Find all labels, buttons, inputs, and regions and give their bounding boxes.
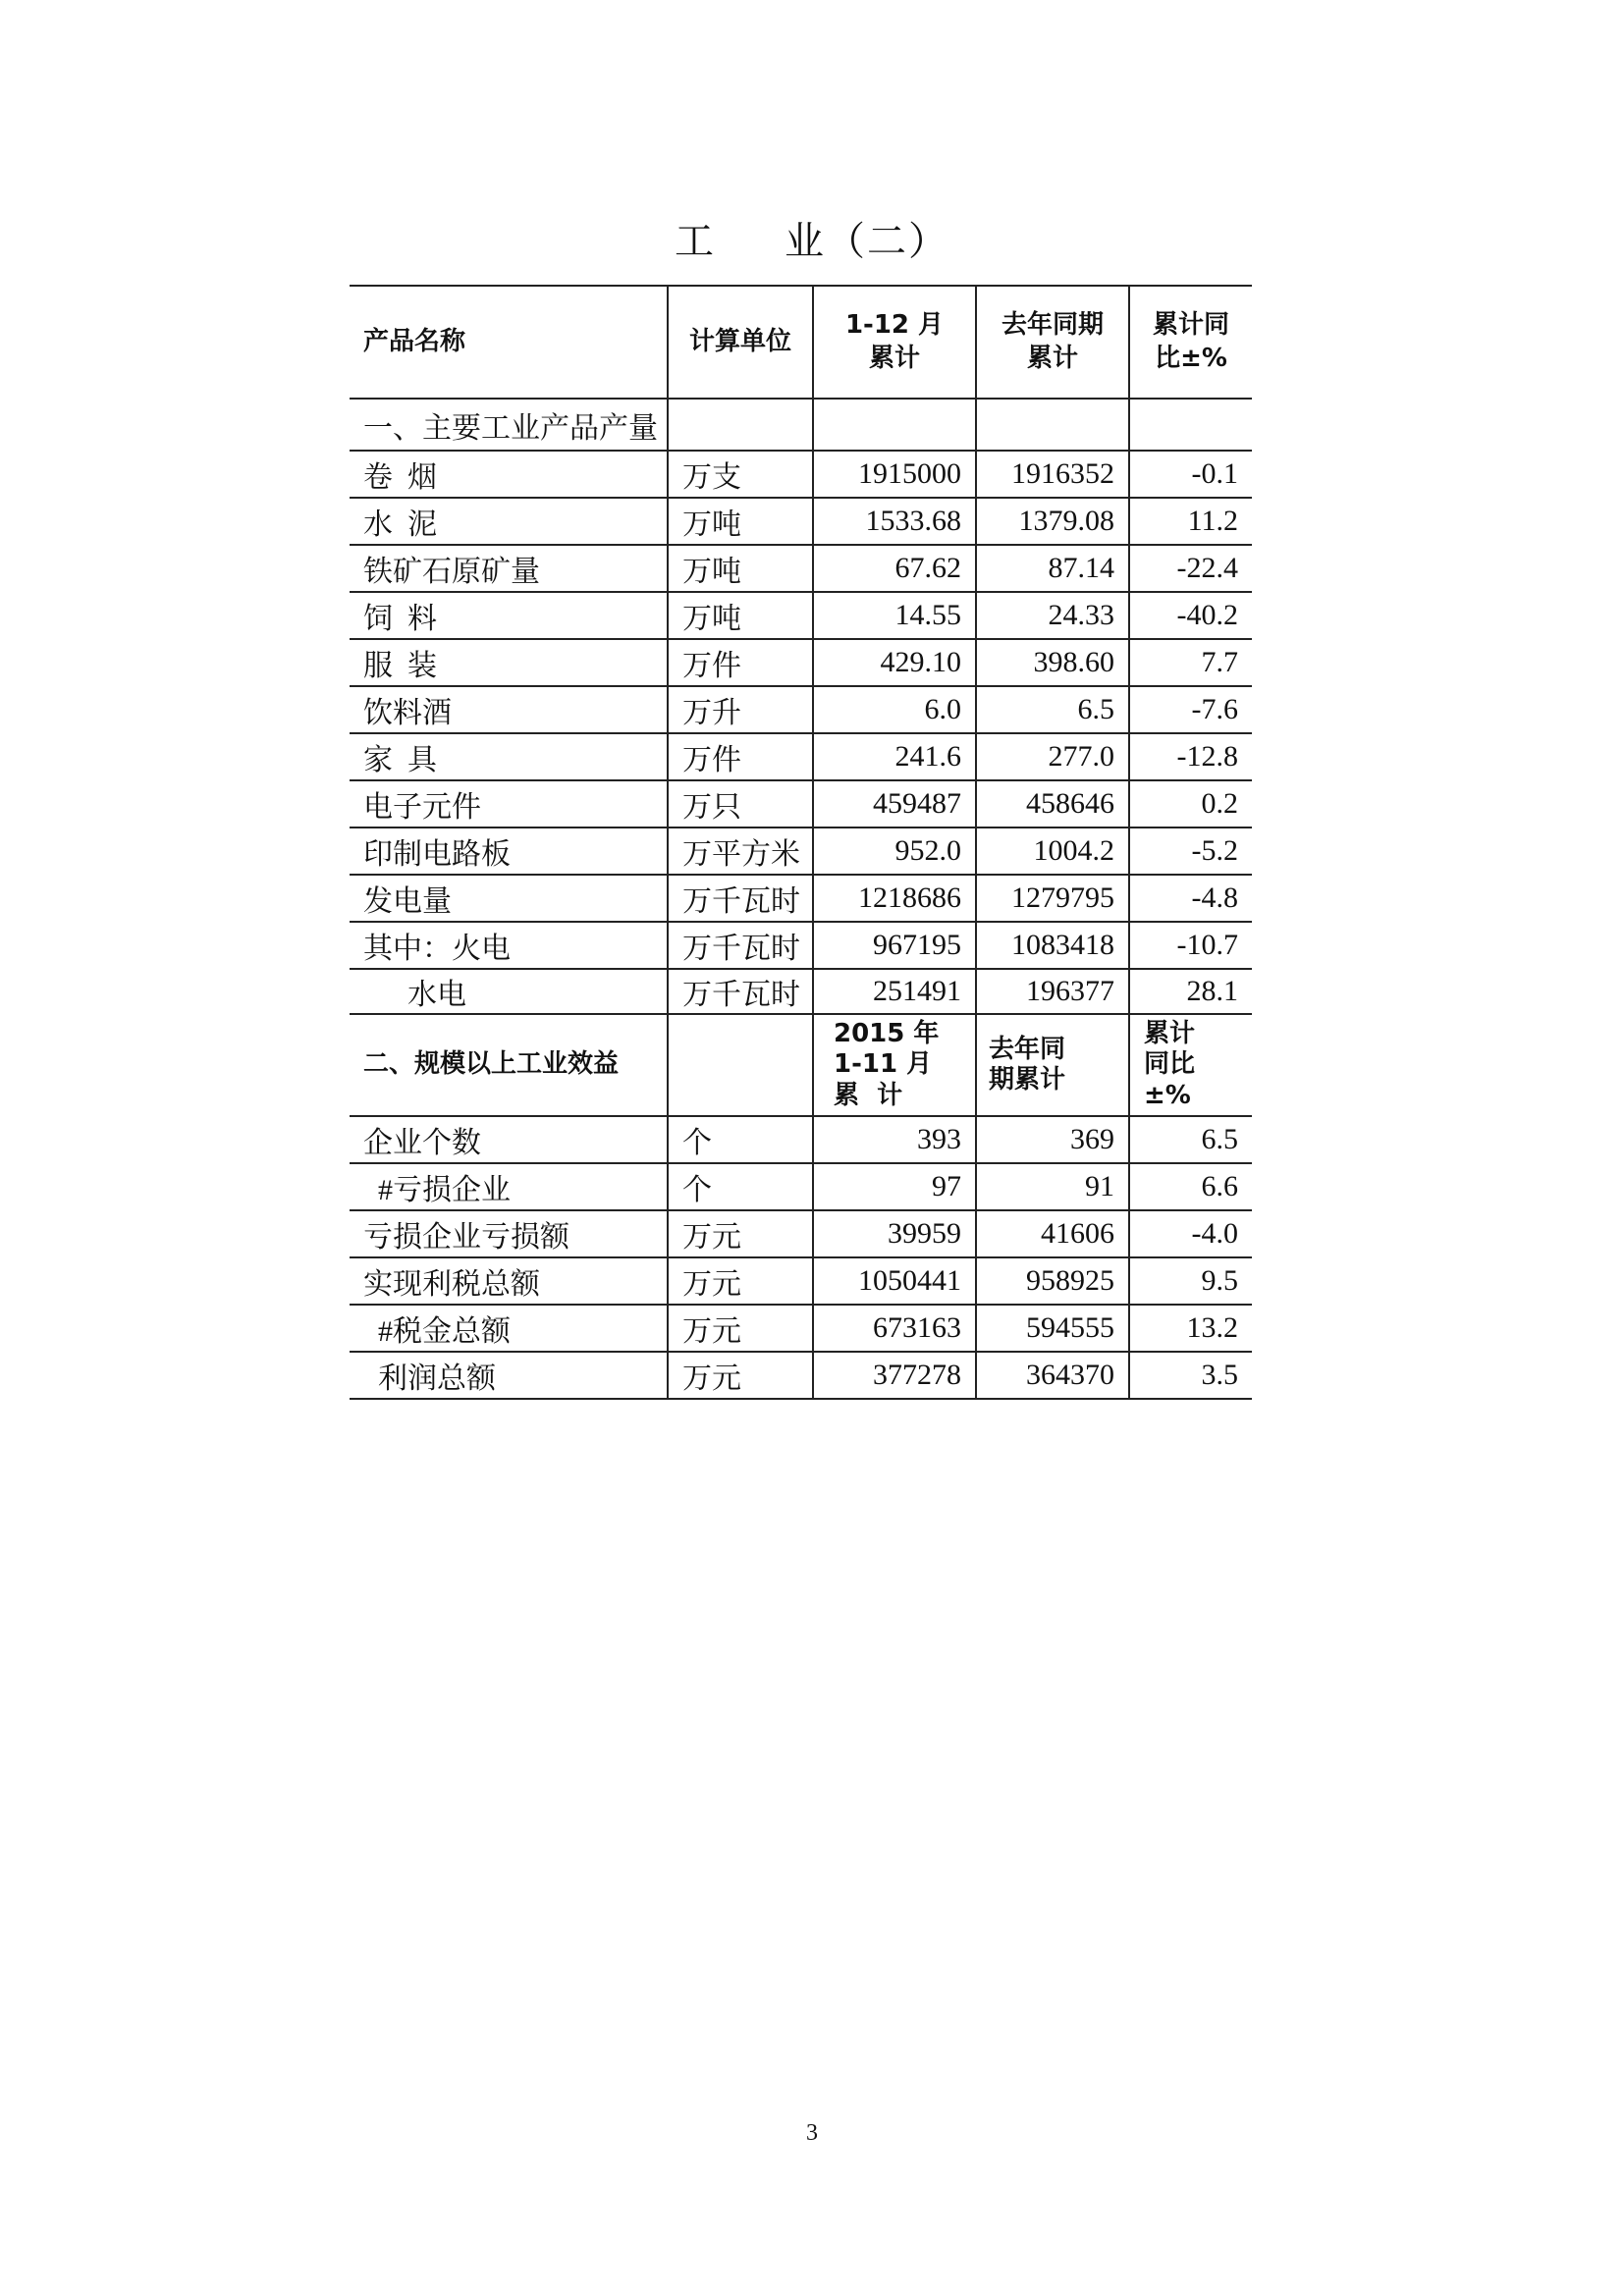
product-name: 铁矿石原矿量 <box>350 545 668 592</box>
previous-value: 1916352 <box>976 451 1129 498</box>
product-name: 实现利税总额 <box>350 1257 668 1305</box>
product-name: 水电 <box>350 969 668 1014</box>
header-row-2 <box>350 1014 1252 1116</box>
change-percent: 3.5 <box>1129 1352 1252 1399</box>
current-value: 97 <box>813 1163 976 1210</box>
current-value: 393 <box>813 1116 976 1163</box>
change-percent: 6.5 <box>1129 1116 1252 1163</box>
product-name: 水 泥 <box>350 498 668 545</box>
change-percent: 28.1 <box>1129 969 1252 1014</box>
table-row <box>350 639 1252 686</box>
previous-value: 958925 <box>976 1257 1129 1305</box>
product-name: 饮料酒 <box>350 686 668 733</box>
product-name: 电子元件 <box>350 780 668 828</box>
change-percent: 11.2 <box>1129 498 1252 545</box>
previous-value: 369 <box>976 1116 1129 1163</box>
unit: 万件 <box>668 639 813 686</box>
change-percent: 6.6 <box>1129 1163 1252 1210</box>
current-value: 1050441 <box>813 1257 976 1305</box>
table-row <box>350 922 1252 969</box>
product-name: 家 具 <box>350 733 668 780</box>
header-change: 累计同 比±% <box>1129 286 1252 399</box>
unit: 万元 <box>668 1257 813 1305</box>
previous-value: 91 <box>976 1163 1129 1210</box>
unit: 万元 <box>668 1352 813 1399</box>
unit: 万吨 <box>668 498 813 545</box>
unit: 万平方米 <box>668 828 813 875</box>
unit: 万升 <box>668 686 813 733</box>
product-name: 利润总额 <box>350 1352 668 1399</box>
header-2-current: 2015 年 1-11 月 累 计 <box>813 1014 976 1116</box>
change-percent: -40.2 <box>1129 592 1252 639</box>
table-row <box>350 875 1252 922</box>
unit: 万千瓦时 <box>668 922 813 969</box>
change-percent: 7.7 <box>1129 639 1252 686</box>
unit: 万千瓦时 <box>668 875 813 922</box>
table-row <box>350 1163 1252 1210</box>
header-2-change: 累计 同比 ±% <box>1129 1014 1252 1116</box>
unit: 万元 <box>668 1210 813 1257</box>
current-value: 673163 <box>813 1305 976 1352</box>
previous-value: 196377 <box>976 969 1129 1014</box>
unit: 万只 <box>668 780 813 828</box>
previous-value: 87.14 <box>976 545 1129 592</box>
header-unit: 计算单位 <box>668 286 813 399</box>
previous-value: 458646 <box>976 780 1129 828</box>
table-row <box>350 828 1252 875</box>
industry-table <box>350 285 1252 1400</box>
change-percent: 9.5 <box>1129 1257 1252 1305</box>
previous-value: 6.5 <box>976 686 1129 733</box>
current-value: 429.10 <box>813 639 976 686</box>
table-row <box>350 733 1252 780</box>
table-row <box>350 969 1252 1014</box>
table-row <box>350 592 1252 639</box>
table-row <box>350 498 1252 545</box>
table-row <box>350 1352 1252 1399</box>
product-name: 印制电路板 <box>350 828 668 875</box>
section-1-title: 一、主要工业产品产量 <box>350 399 668 451</box>
header-product-name: 产品名称 <box>350 286 668 399</box>
unit: 万吨 <box>668 592 813 639</box>
header-current: 1-12 月 累计 <box>813 286 976 399</box>
previous-value: 398.60 <box>976 639 1129 686</box>
change-percent: 0.2 <box>1129 780 1252 828</box>
table-row <box>350 545 1252 592</box>
current-value: 251491 <box>813 969 976 1014</box>
change-percent: -10.7 <box>1129 922 1252 969</box>
product-name: 亏损企业亏损额 <box>350 1210 668 1257</box>
unit: 万千瓦时 <box>668 969 813 1014</box>
page-number: 3 <box>806 2120 818 2146</box>
current-value: 1915000 <box>813 451 976 498</box>
unit: 万支 <box>668 451 813 498</box>
product-name: 其中：火电 <box>350 922 668 969</box>
table-row <box>350 1210 1252 1257</box>
change-percent: -4.0 <box>1129 1210 1252 1257</box>
current-value: 241.6 <box>813 733 976 780</box>
product-name: 发电量 <box>350 875 668 922</box>
section-2-title: 二、规模以上工业效益 <box>350 1014 668 1116</box>
unit: 万件 <box>668 733 813 780</box>
previous-value: 594555 <box>976 1305 1129 1352</box>
page-title <box>0 210 1624 266</box>
change-percent: -12.8 <box>1129 733 1252 780</box>
product-name: #税金总额 <box>350 1305 668 1352</box>
previous-value: 41606 <box>976 1210 1129 1257</box>
previous-value: 1279795 <box>976 875 1129 922</box>
title-part-2: 业（二） <box>785 219 949 264</box>
previous-value: 1004.2 <box>976 828 1129 875</box>
product-name: 服 装 <box>350 639 668 686</box>
current-value: 952.0 <box>813 828 976 875</box>
product-name: #亏损企业 <box>350 1163 668 1210</box>
previous-value: 277.0 <box>976 733 1129 780</box>
current-value: 1218686 <box>813 875 976 922</box>
header-2-unit <box>668 1014 813 1116</box>
change-percent: -4.8 <box>1129 875 1252 922</box>
table-row <box>350 451 1252 498</box>
table-row <box>350 780 1252 828</box>
title-part-1: 工 <box>675 219 716 264</box>
section-1-row <box>350 399 1252 451</box>
previous-value: 364370 <box>976 1352 1129 1399</box>
unit: 个 <box>668 1163 813 1210</box>
table-row <box>350 1116 1252 1163</box>
previous-value: 1083418 <box>976 922 1129 969</box>
unit: 万元 <box>668 1305 813 1352</box>
header-2-previous: 去年同 期累计 <box>976 1014 1129 1116</box>
current-value: 377278 <box>813 1352 976 1399</box>
product-name: 企业个数 <box>350 1116 668 1163</box>
change-percent: 13.2 <box>1129 1305 1252 1352</box>
unit: 个 <box>668 1116 813 1163</box>
current-value: 967195 <box>813 922 976 969</box>
change-percent: -7.6 <box>1129 686 1252 733</box>
table-row <box>350 1257 1252 1305</box>
current-value: 1533.68 <box>813 498 976 545</box>
previous-value: 24.33 <box>976 592 1129 639</box>
current-value: 14.55 <box>813 592 976 639</box>
product-name: 卷 烟 <box>350 451 668 498</box>
header-row-1 <box>350 286 1252 399</box>
unit: 万吨 <box>668 545 813 592</box>
current-value: 67.62 <box>813 545 976 592</box>
change-percent: -0.1 <box>1129 451 1252 498</box>
table-row <box>350 686 1252 733</box>
change-percent: -5.2 <box>1129 828 1252 875</box>
current-value: 459487 <box>813 780 976 828</box>
previous-value: 1379.08 <box>976 498 1129 545</box>
product-name: 饲 料 <box>350 592 668 639</box>
current-value: 6.0 <box>813 686 976 733</box>
change-percent: -22.4 <box>1129 545 1252 592</box>
header-previous: 去年同期 累计 <box>976 286 1129 399</box>
table-row <box>350 1305 1252 1352</box>
current-value: 39959 <box>813 1210 976 1257</box>
